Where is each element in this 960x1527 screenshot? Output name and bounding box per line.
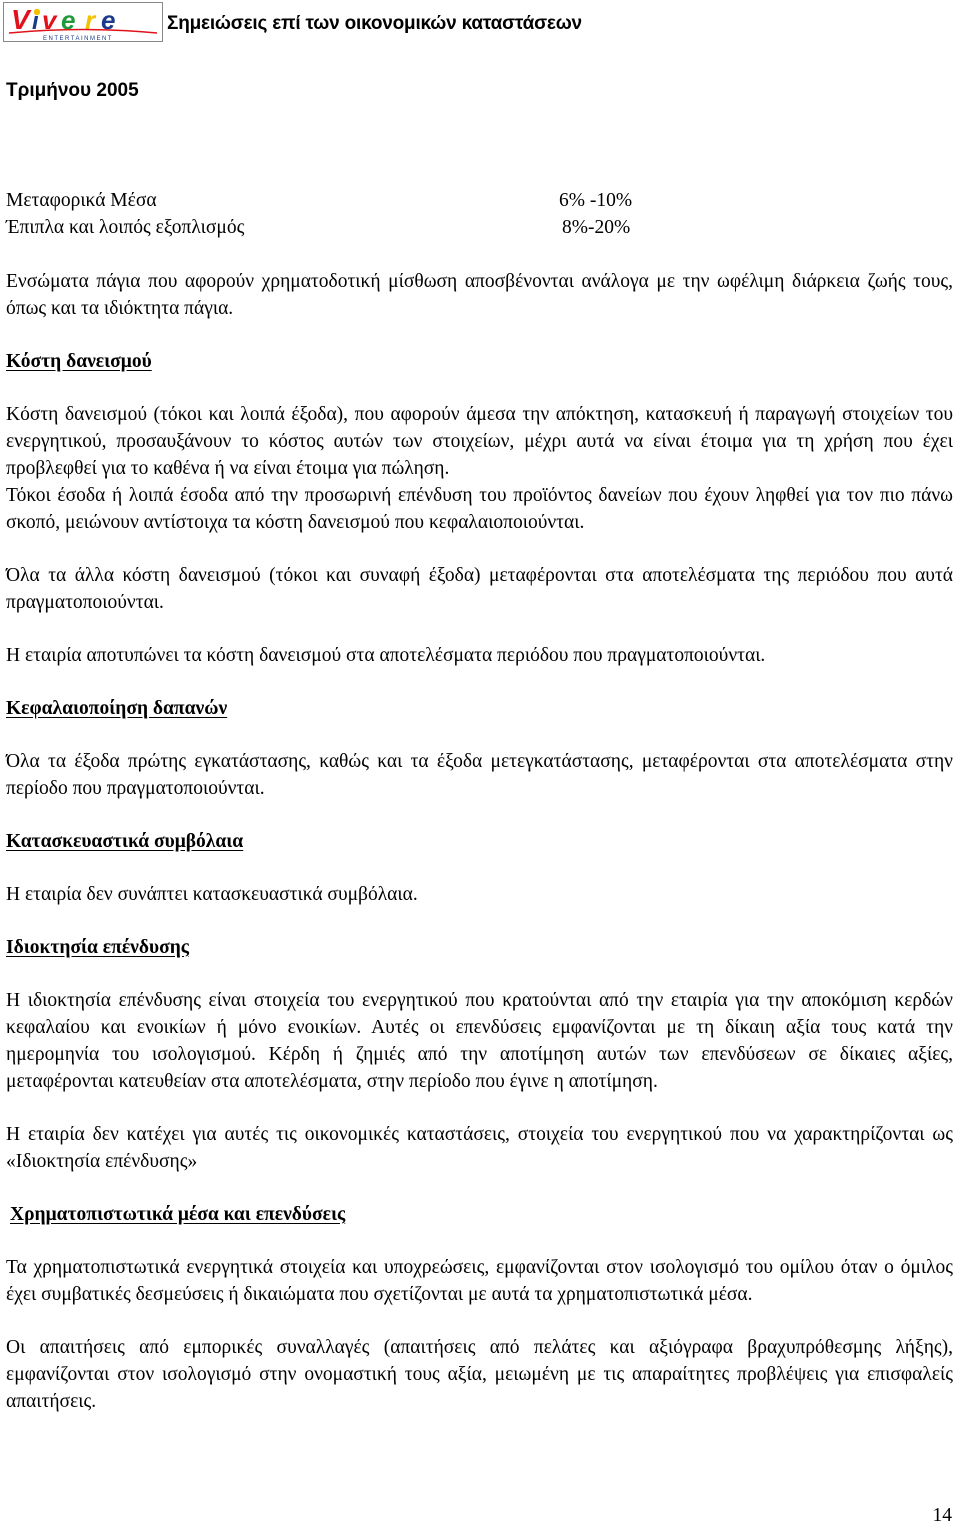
paragraph: Η εταιρία δεν κατέχει για αυτές τις οικονομικές καταστάσεις, στοιχεία του ενεργητικού που να χαρακτηρίζονται ως «Ιδιοκτησία επένδυσης» [6, 1124, 953, 1172]
svg-text:v: v [42, 5, 57, 35]
paragraph: Όλα τα άλλα κόστη δανεισμού (τόκοι και συναφή έξοδα) μεταφέρονται στα αποτελέσματα της περιόδου που αυτά πραγματοποιούνται. [6, 565, 953, 613]
section-heading-financial-instruments [6, 1201, 953, 1228]
section-heading-construction [6, 828, 953, 855]
rate-value: 6% -10% [559, 190, 633, 211]
section-heading-borrowing-costs [6, 348, 953, 375]
heading-text: Κόστη δανεισμού [6, 351, 152, 372]
vivere-logo [3, 2, 163, 42]
heading-text: Χρηματοπιστωτικά μέσα και επενδύσεις [10, 1204, 346, 1225]
depreciation-rates [6, 187, 706, 241]
rate-row [6, 214, 706, 241]
svg-text:V: V [11, 4, 30, 35]
paragraph: Η ιδιοκτησία επένδυσης είναι στοιχεία του ενεργητικού που κρατούνται από την εταιρία για την αποκόμιση κερδών κεφαλαίου και ενοικίων ή μόνο ενοικίων. Αυτές οι επενδύσεις εμφανίζονται με τη δίκαιη αξία τους κατά την ημερομηνία του ισολογισμού. Κέρδη ή ζημιές από την αποτίμηση αυτών των επενδύσεων σε δίκαιες αξίες, μεταφέρονται κατευθείαν στα αποτελέσματα, στην περίοδο που έγινε η αποτίμηση. [6, 990, 953, 1092]
section-heading-investment-property [6, 934, 953, 961]
paragraph: Τα χρηματοπιστωτικά ενεργητικά στοιχεία και υποχρεώσεις, εμφανίζονται στον ισολογισμό του ομίλου όταν ο όμιλος έχει συμβατικές δεσμεύσεις ή δικαιώματα που σχετίζονται με αυτά τα χρηματοπιστωτικά μέσα. [6, 1257, 953, 1305]
rate-label: Μεταφορικά Μέσα [6, 190, 157, 211]
svg-text:ı: ı [32, 8, 39, 35]
paragraph: Οι απαιτήσεις από εμπορικές συναλλαγές (απαιτήσεις από πελάτες και αξιόγραφα βραχυπρόθεσμης λήξης), εμφανίζονται στον ισολογισμό στην ονομαστική τους αξία, μειωμένη με τις απαραίτητες προβλέψεις για επισφαλείς απαιτήσεις. [6, 1337, 953, 1412]
page-header [3, 2, 957, 42]
svg-text:ENTERTAINMENT: ENTERTAINMENT [43, 36, 113, 42]
paragraph: Η εταιρία αποτυπώνει τα κόστη δανεισμού στα αποτελέσματα περιόδου που πραγματοποιούνται. [6, 645, 766, 666]
svg-text:e: e [61, 5, 76, 35]
document-title: Σημειώσεις επί των οικονομικών καταστάσεων [167, 13, 582, 34]
section-heading-capitalisation [6, 695, 953, 722]
paragraph: Όλα τα έξοδα πρώτης εγκατάστασης, καθώς και τα έξοδα μετεγκατάστασης, μεταφέρονται στα αποτελέσματα στην περίοδο που πραγματοποιούνται. [6, 751, 953, 799]
svg-text:e: e [101, 5, 116, 35]
notes-content [6, 268, 953, 1441]
rate-value: 8%-20% [562, 217, 631, 238]
paragraph: Τόκοι έσοδα ή λοιπά έσοδα από την προσωρινή επένδυση του προϊόντος δανείων που έχουν ληφθεί για τον πιο πάνω σκοπό, μειώνουν αντίστοιχα τα κόστη δανεισμού που κεφαλαιοποιούνται. [6, 485, 953, 533]
reporting-period: Τριμήνου 2005 [6, 80, 139, 101]
leasing-paragraph: Ενσώματα πάγια που αφορούν χρηματοδοτική μίσθωση αποσβένονται ανάλογα με την ωφέλιμη διάρκεια ζωής τους, όπως και τα ιδιόκτητα πάγια. [6, 271, 953, 319]
paragraph: Η εταιρία δεν συνάπτει κατασκευαστικά συμβόλαια. [6, 884, 418, 905]
rate-row [6, 187, 706, 214]
paragraph: Κόστη δανεισμού (τόκοι και λοιπά έξοδα), που αφορούν άμεσα την απόκτηση, κατασκευή ή παραγωγή στοιχείων του ενεργητικού, προσαυξάνουν το κόστος αυτών των στοιχείων, μέχρι αυτά να είναι έτοιμα για τη χρήση που έχει προβλεφθεί για το καθένα ή να είναι έτοιμα για πώληση. [6, 404, 953, 479]
heading-text: Κατασκευαστικά συμβόλαια [6, 831, 244, 852]
svg-text:r: r [85, 5, 96, 35]
rate-label: Έπιπλα και λοιπός εξοπλισμός [6, 217, 245, 238]
heading-text: Ιδιοκτησία επένδυσης [6, 937, 190, 958]
heading-text: Κεφαλαιοποίηση δαπανών [6, 698, 228, 719]
page-number: 14 [932, 1505, 952, 1526]
